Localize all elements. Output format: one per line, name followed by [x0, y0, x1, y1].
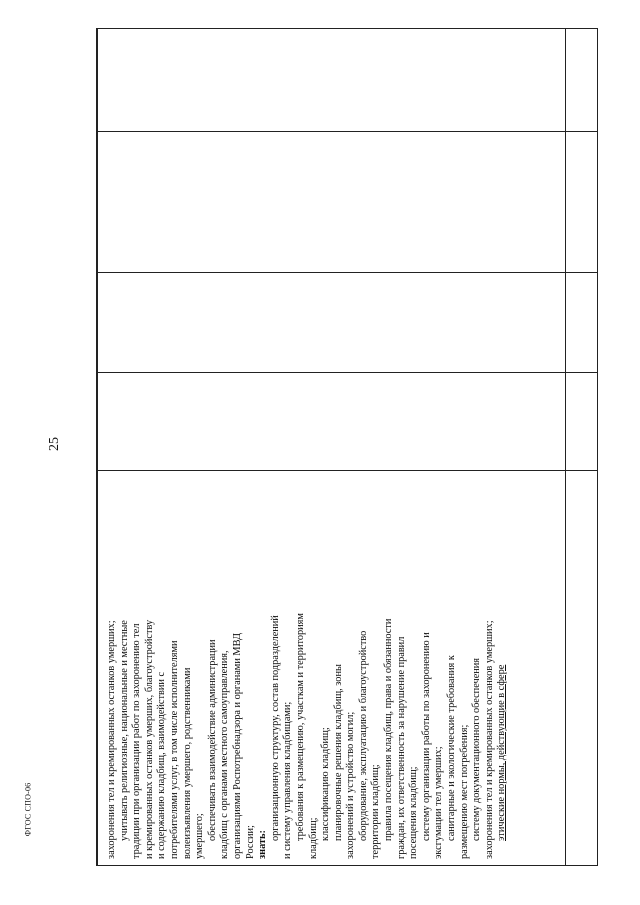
text-line: захоронения тел и кремированных останков умерших;: [483, 620, 495, 859]
text-line: и кремированных останков умерших, благоустройству: [143, 619, 155, 859]
text-line: требования к размещению, участкам и территориям: [294, 613, 306, 841]
text-line: кладбищ;: [307, 817, 319, 859]
column-divider: [97, 372, 597, 373]
text-line: традиции при организации работ по захоронению тел: [131, 623, 143, 859]
page-number: 25: [47, 437, 62, 451]
text-line: организациями Роспотребнадзора и органами МВД: [231, 632, 243, 859]
document-footer: ФГОС СПО-06: [23, 782, 33, 837]
text-line: граждан, их ответственность за нарушение правил: [395, 636, 407, 859]
table-border-left: [97, 29, 98, 865]
text-line: России;: [244, 825, 256, 859]
text-line: учитывать религиозные, национальные и местные: [118, 620, 130, 841]
text-line: систему документационного обеспечения: [471, 657, 483, 841]
text-line: систему организации работы по захоронению и: [420, 632, 432, 841]
text-line: захоронения тел и кремированных останков умерших;: [106, 620, 117, 859]
text-line: обеспечивать взаимодействие администрации: [206, 639, 218, 841]
text-line: волеизъявления умершего, родственниками: [181, 667, 193, 859]
text-line: территории кладбищ;: [370, 764, 382, 859]
column-divider: [97, 470, 597, 471]
column-divider: [97, 131, 597, 132]
text-line: умершего;: [194, 813, 206, 859]
text-line: размещению мест погребения;: [458, 724, 470, 859]
text-line: этические нормы, действующие в сфере: [496, 664, 508, 841]
text-line: захоронений и устройство могил;: [345, 711, 357, 859]
text-line: классификацию кладбищ;: [320, 727, 332, 841]
text-line: и систему управления кладбищами;: [282, 701, 294, 859]
text-line: знать:: [257, 830, 269, 859]
text-line: планировочные решения кладбищ, зоны: [332, 664, 344, 841]
text-line: оборудование, эксплуатацию и благоустройство: [357, 630, 369, 841]
text-line: эксгумации тел умерших;: [433, 746, 445, 859]
text-line: посещения кладбищ;: [408, 766, 420, 859]
text-line: правила посещения кладбищ, права и обязанности: [383, 618, 395, 841]
requirements-cell: [104, 543, 568, 863]
column-divider: [97, 272, 597, 273]
text-line: потребителями услуг, в том числе исполнителями: [168, 640, 180, 859]
text-line: кладбищ с органами местного самоуправления,: [219, 650, 231, 859]
text-line: и содержанию кладбищ, взаимодействии с: [156, 671, 168, 859]
text-line: санитарные и экологические требования к: [446, 655, 458, 841]
text-line: организационную структуру, состав подразделений: [269, 615, 281, 841]
